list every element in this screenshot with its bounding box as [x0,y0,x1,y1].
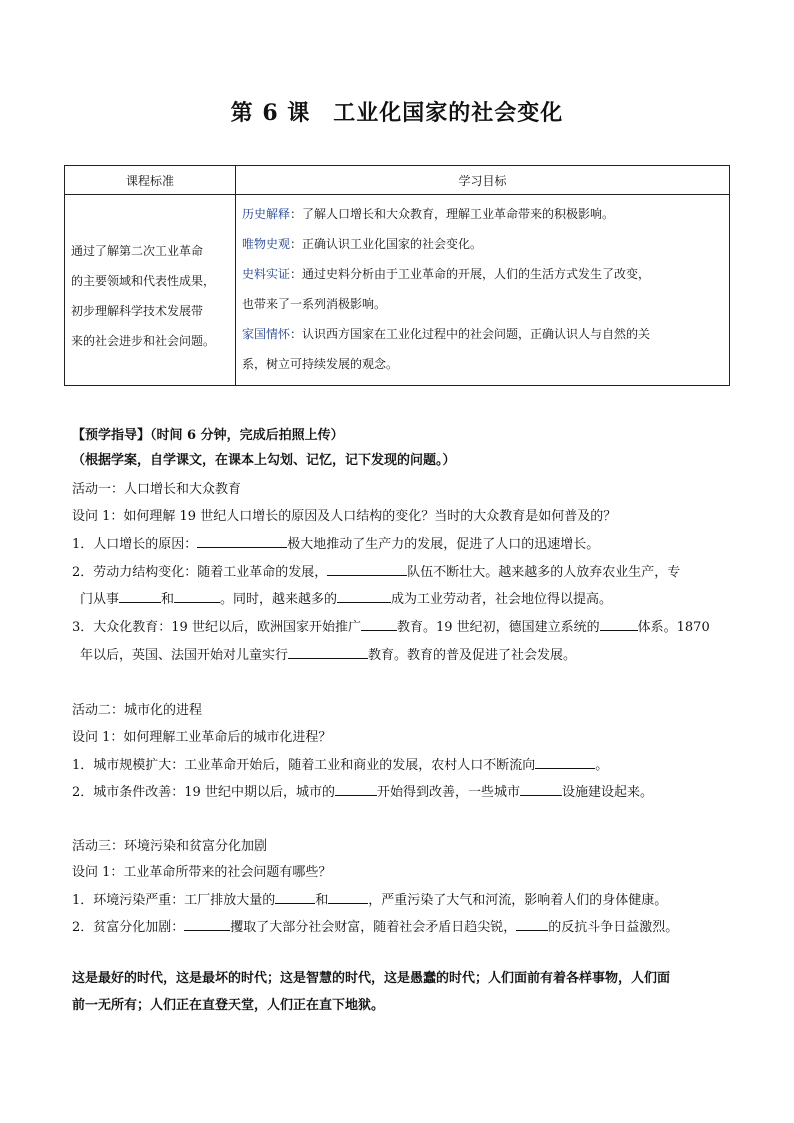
table-header-row [65,166,730,195]
table-body-row [65,195,730,386]
fill-blank[interactable] [337,588,391,603]
course-standard-cell [65,195,236,386]
fill-blank[interactable] [335,781,377,796]
goal-label: 唯物史观 [242,237,291,251]
activity3-question: 设问 1：工业革命所带来的社会问题有哪些？ [72,865,332,880]
page-title: 第 6 课 工业化国家的社会变化 [230,100,564,126]
activity2-item2: 2．城市条件改善：19 世纪中期以后，城市的 开始得到改善，一些城市 设施建设起来。 [72,781,653,800]
preview-heading: 【预学指导】（时间 6 分钟，完成后拍照上传） [72,428,344,443]
activity1-item1: 1．人口增长的原因： 极大地推动了生产力的发展，促进了人口的迅速增长。 [72,533,599,552]
fill-blank[interactable] [288,644,368,659]
fill-blank[interactable] [327,561,407,576]
goal-historical-materialism [242,229,725,259]
activity3-item2: 2．贫富分化加剧： 攫取了大部分社会财富，随着社会矛盾日趋尖锐， 的反抗斗争日益激烈。 [72,916,678,935]
goal-text: 也带来了一系列消极影响。 [242,297,387,311]
header-learning-goals: 学习目标 [236,166,730,195]
goal-text: ：了解人口增长和大众教育，理解工业革命带来的积极影响。 [290,207,615,221]
preview-instruction: （根据学案，自学课文，在课本上勾划、记忆，记下发现的问题。） [72,453,456,468]
activity1-item2-cont: 门从事 和 。同时，越来越多的 成为工业劳动者，社会地位得以提高。 [72,588,612,607]
activity3-item1: 1．环境污染严重：工厂排放大量的 和 ，严重污染了大气和河流，影响着人们的身体健康。 [72,889,667,908]
standard-line: 初步理解科学技术发展带 [71,304,204,318]
fill-blank[interactable] [328,889,368,904]
activity3-title: 活动三：环境污染和贫富分化加剧 [72,839,268,854]
goal-evidence [242,259,725,289]
activity2-title: 活动二：城市化的进程 [72,703,203,718]
standard-line: 的主要领域和代表性成果， [71,274,216,288]
activity1-item3-cont: 年以后，英国、法国开始对儿童实行 教育。教育的普及促进了社会发展。 [72,644,576,663]
goal-text: 系，树立可持续发展的观念。 [242,357,399,371]
goal-national-sentiment-cont [242,349,725,379]
goal-label: 家国情怀 [242,327,291,341]
fill-blank[interactable] [520,781,562,796]
header-course-standard: 课程标准 [65,166,236,195]
goal-label: 历史解释 [242,207,291,221]
activity1-question: 设问 1：如何理解 19 世纪人口增长的原因及人口结构的变化？当时的大众教育是如何普及的？ [72,509,617,524]
fill-blank[interactable] [516,916,548,931]
fill-blank[interactable] [119,588,161,603]
goal-evidence-cont [242,289,725,319]
fill-blank[interactable] [275,889,315,904]
quote-line-1: 这是最好的时代，这是最坏的时代；这是智慧的时代，这是愚蠢的时代；人们面前有着各样事物，人们面 [72,971,671,986]
activity2-question: 设问 1：如何理解工业革命后的城市化进程？ [72,730,332,745]
goal-national-sentiment [242,319,725,349]
activity1-item3: 3．大众化教育：19 世纪以后，欧洲国家开始推广 教育。19 世纪初，德国建立系统的 体系。1870 [72,616,710,635]
fill-blank[interactable] [600,616,638,631]
learning-goals-cell [236,195,730,386]
goal-text: ：认识西方国家在工业化过程中的社会问题，正确认识人与自然的关 [290,327,651,341]
goal-label: 史料实证 [242,267,291,281]
goal-text: ：通过史料分析由于工业革命的开展，人们的生活方式发生了改变， [290,267,651,281]
activity2-item1: 1．城市规模扩大：工业革命开始后，随着工业和商业的发展，农村人口不断流向 。 [72,754,608,773]
activity1-item2: 2．劳动力结构变化：随着工业革命的发展， 队伍不断壮大。越来越多的人放弃农业生产，专 [72,561,680,580]
standard-line: 通过了解第二次工业革命 [71,244,204,258]
fill-blank[interactable] [535,754,595,769]
fill-blank[interactable] [197,533,287,548]
goal-historical-interpretation [242,199,725,229]
standard-line: 来的社会进步和社会问题。 [71,334,216,348]
goal-text: ：正确认识工业化国家的社会变化。 [290,237,483,251]
quote-line-2: 前一无所有；人们正在直登天堂，人们正在直下地狱。 [72,998,385,1013]
curriculum-table [64,165,730,386]
fill-blank[interactable] [361,616,397,631]
activity1-title: 活动一：人口增长和大众教育 [72,482,242,497]
fill-blank[interactable] [184,916,230,931]
fill-blank[interactable] [174,588,220,603]
